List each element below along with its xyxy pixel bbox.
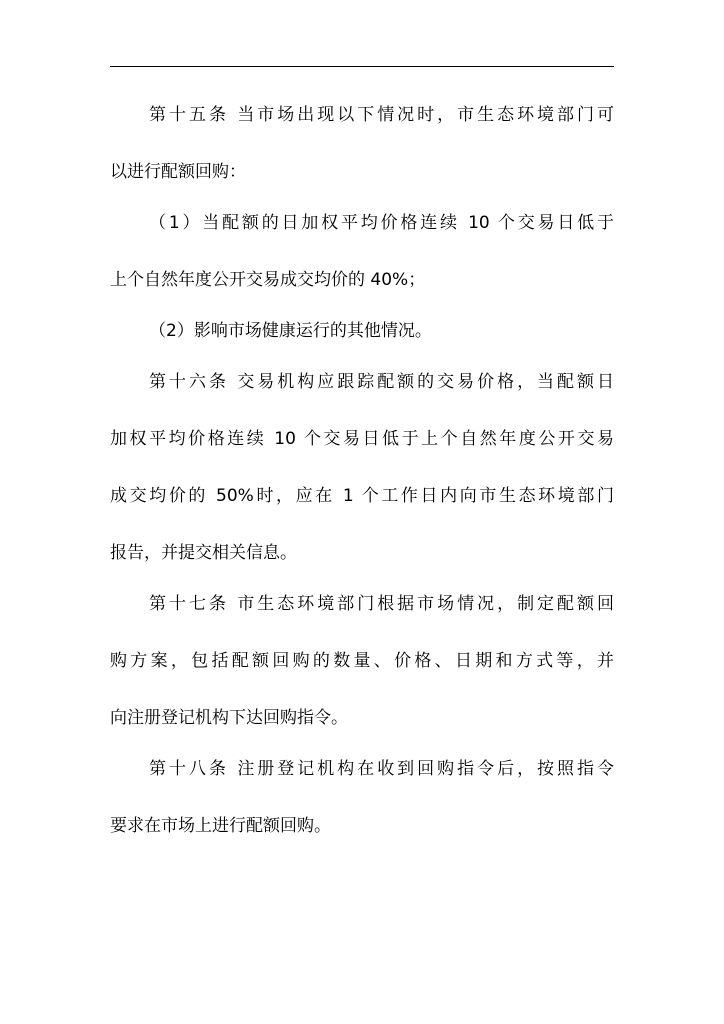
article-15-item-1-line-1: （1）当配额的日加权平均价格连续 10 个交易日低于 bbox=[149, 213, 614, 233]
article-17-line-3: 向注册登记机构下达回购指令。 bbox=[110, 708, 348, 728]
article-17-line-1: 第十七条 市生态环境部门根据市场情况，制定配额回 bbox=[149, 594, 614, 614]
article-16-line-2: 加权平均价格连续 10 个交易日低于上个自然年度公开交易 bbox=[110, 429, 614, 449]
article-16-line-4: 报告，并提交相关信息。 bbox=[110, 543, 297, 563]
article-16-line-1: 第十六条 交易机构应跟踪配额的交易价格，当配额日 bbox=[149, 372, 614, 392]
article-15-line-1: 第十五条 当市场出现以下情况时，市生态环境部门可 bbox=[149, 105, 614, 125]
article-18-line-1: 第十八条 注册登记机构在收到回购指令后，按照指令 bbox=[149, 759, 614, 779]
article-15-item-2: （2）影响市场健康运行的其他情况。 bbox=[149, 321, 432, 341]
article-17-line-2: 购方案，包括配额回购的数量、价格、日期和方式等，并 bbox=[110, 651, 614, 671]
article-15-item-1-line-2: 上个自然年度公开交易成交均价的 40%； bbox=[110, 270, 426, 290]
article-18-line-2: 要求在市场上进行配额回购。 bbox=[110, 816, 331, 836]
article-15-line-2: 以进行配额回购： bbox=[110, 162, 246, 182]
header-rule bbox=[110, 66, 614, 67]
article-16-line-3: 成交均价的 50%时，应在 1 个工作日内向市生态环境部门 bbox=[110, 486, 614, 506]
